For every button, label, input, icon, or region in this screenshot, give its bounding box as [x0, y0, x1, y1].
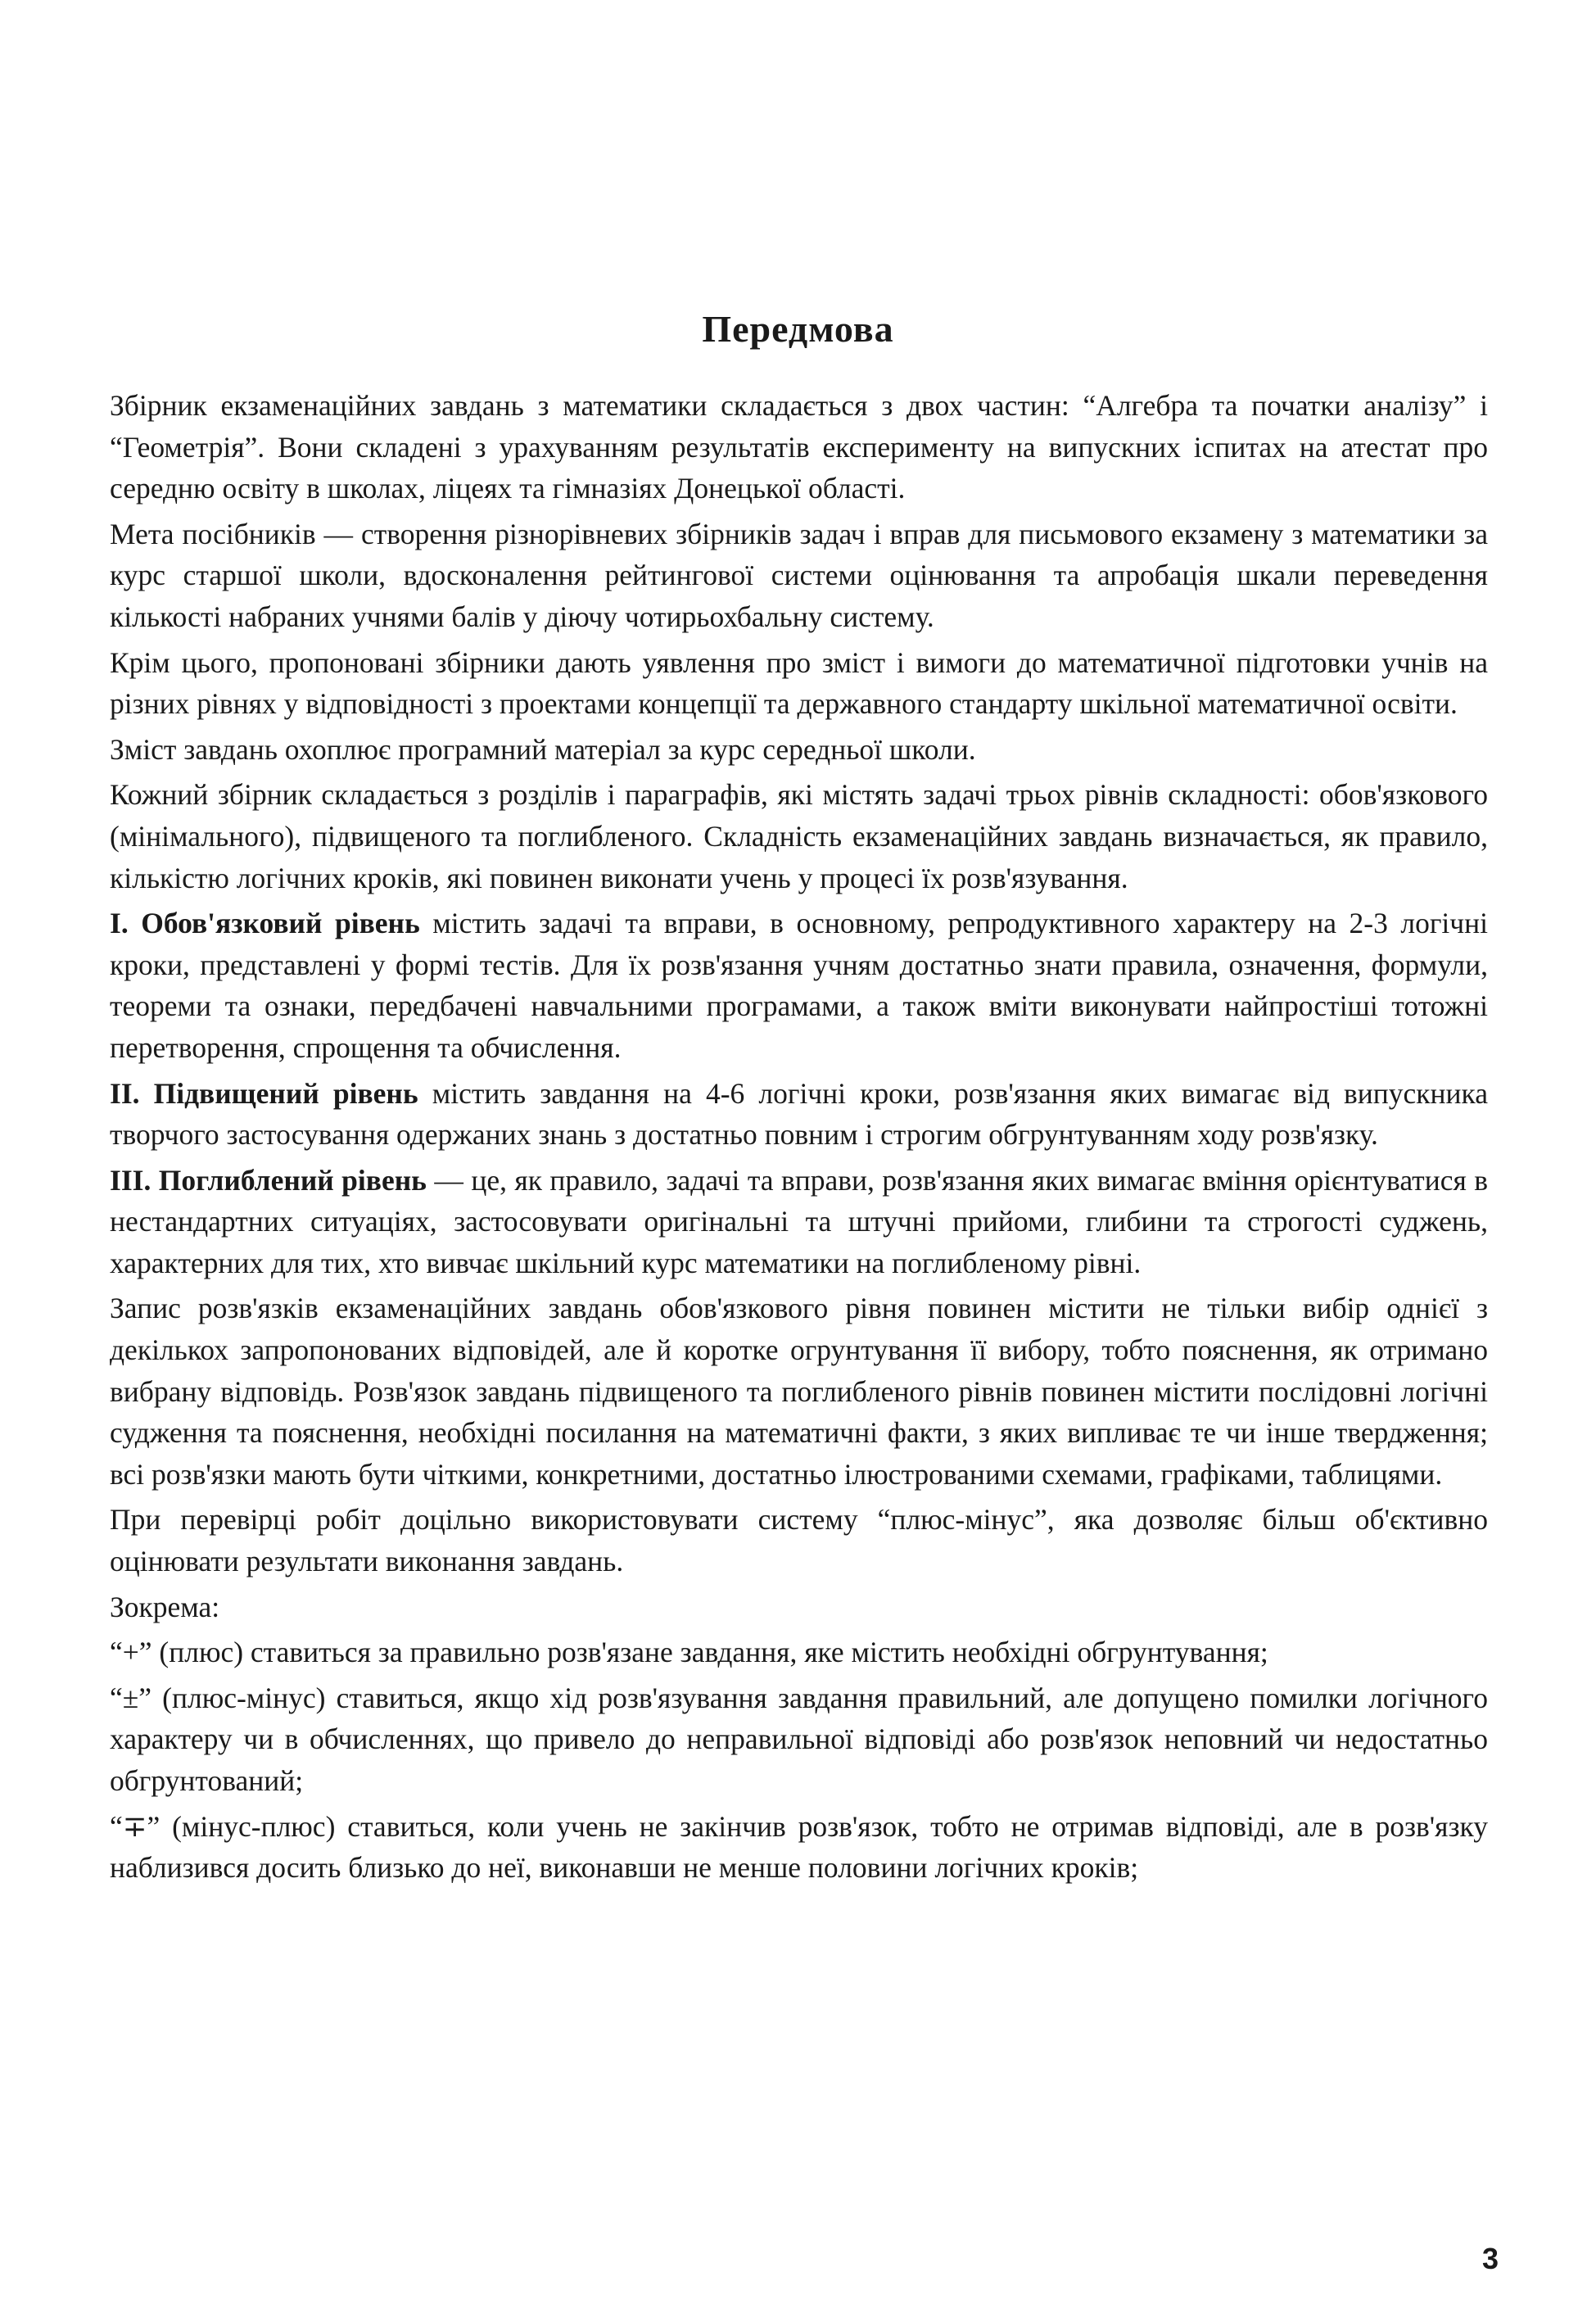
- paragraph-plus: [110, 1632, 1488, 1673]
- paragraph-text: Мета посібників — створення різнорівневих збірників задач і вправ для письмового екзамену з математики за курс старшої школи, вдосконалення рейтингової системи оцінювання та апробація шкали переведення кількості набраних учнями балів у діючу чотирьохбальну систему.: [110, 517, 1488, 633]
- paragraph-text: “±” (плюс-мінус) ставиться, якщо хід розв'язування завдання правильний, але допущено помилки логічного характеру чи в обчисленнях, що привело до неправильної відповіді або розв'язок неповний чи недостатньо обгрунтований;: [110, 1681, 1488, 1797]
- level-1-heading: І. Обов'язковий рівень: [110, 907, 420, 940]
- paragraph-4: [110, 729, 1488, 771]
- paragraph-text: “+” (плюс) ставиться за правильно розв'язане завдання, яке містить необхідні обгрунтування;: [110, 1636, 1268, 1669]
- paragraph-text: “∓” (мінус-плюс) ставиться, коли учень не закінчив розв'язок, тобто не отримав відповіді, але в розв'язку наблизився досить близько до неї, виконавши не менше половини логічних кроків;: [110, 1809, 1488, 1885]
- paragraph-11: [110, 1586, 1488, 1628]
- paragraph-text: містить задачі та вправи, в основному, репродуктивного характеру на 2-3 логічні кроки, представлені у формі тестів. Для їх розв'язання учням достатньо знати правила, означення, формули, теореми та ознаки, передбачені навчальними програмами, а також вміти виконувати найпростіші тотожні перетворення, спрощення та обчислення.: [110, 907, 1488, 1064]
- paragraph-level-1: [110, 903, 1488, 1068]
- paragraph-text: містить завдання на 4-6 логічні кроки, розв'язання яких вимагає від випускника творчого застосування одержаних знань з достатньо повним і строгим обгрунтуванням ходу розв'язку.: [110, 1076, 1488, 1152]
- paragraph-1: [110, 385, 1488, 509]
- paragraph-9: [110, 1288, 1488, 1495]
- paragraph-10: [110, 1499, 1488, 1582]
- document-body: [110, 385, 1488, 1893]
- paragraph-text: Зокрема:: [110, 1590, 220, 1623]
- paragraph-text: — це, як правило, задачі та вправи, розв'язання яких вимагає вміння орієнтуватися в нестандартних ситуаціях, застосовувати оригінальні та штучні прийоми, глибини та строгості суджень, характерних для тих, хто вивчає шкільний курс математики на поглибленому рівні.: [110, 1163, 1488, 1279]
- level-3-heading: ІІІ. Поглиблений рівень: [110, 1163, 427, 1197]
- paragraph-2: [110, 514, 1488, 638]
- paragraph-plus-minus: [110, 1677, 1488, 1802]
- paragraph-text: Збірник екзаменаційних завдань з математики складається з двох частин: “Алгебра та початки аналізу” і “Геометрія”. Вони складені з урахуванням результатів експерименту на випускних іспитах на атестат про середню освіту в школах, ліцеях та гімназіях Донецької області.: [110, 389, 1488, 505]
- paragraph-text: Крім цього, пропоновані збірники дають уявлення про зміст і вимоги до математичної підготовки учнів на різних рівнях у відповідності з проектами концепції та державного стандарту шкільної математичної освіти.: [110, 645, 1488, 721]
- paragraph-5: [110, 774, 1488, 898]
- page-number: 3: [1481, 2242, 1499, 2275]
- paragraph-minus-plus: [110, 1806, 1488, 1889]
- level-2-heading: ІІ. Підвищений рівень: [110, 1076, 418, 1110]
- paragraph-text: Запис розв'язків екзаменаційних завдань обов'язкового рівня повинен містити не тільки вибір однієї з декількох запропонованих відповідей, але й коротке огрунтування її вибору, тобто пояснення, як отримано вибрану відповідь. Розв'язок завдань підвищеного та поглибленого рівнів повинен містити послідовні логічні судження та пояснення, необхідні посилання на математичні факти, з яких випливає те чи інше твердження; всі розв'язки мають бути чіткими, конкретними, достатньо ілюстрованими схемами, графіками, таблицями.: [110, 1292, 1488, 1491]
- page-title: Передмова: [702, 308, 894, 350]
- paragraph-level-3: [110, 1160, 1488, 1284]
- paragraph-text: Зміст завдань охоплює програмний матеріал за курс середньої школи.: [110, 732, 976, 766]
- paragraph-3: [110, 642, 1488, 725]
- paragraph-text: При перевірці робіт доцільно використовувати систему “плюс-мінус”, яка дозволяє більш об'єктивно оцінювати результати виконання завдань.: [110, 1503, 1488, 1578]
- paragraph-text: Кожний збірник складається з розділів і параграфів, які містять задачі трьох рівнів складності: обов'язкового (мінімального), підвищеного та поглибленого. Складність екзаменаційних завдань визначається, як правило, кількістю логічних кроків, які повинен виконати учень у процесі їх розв'язування.: [110, 778, 1488, 894]
- paragraph-level-2: [110, 1073, 1488, 1156]
